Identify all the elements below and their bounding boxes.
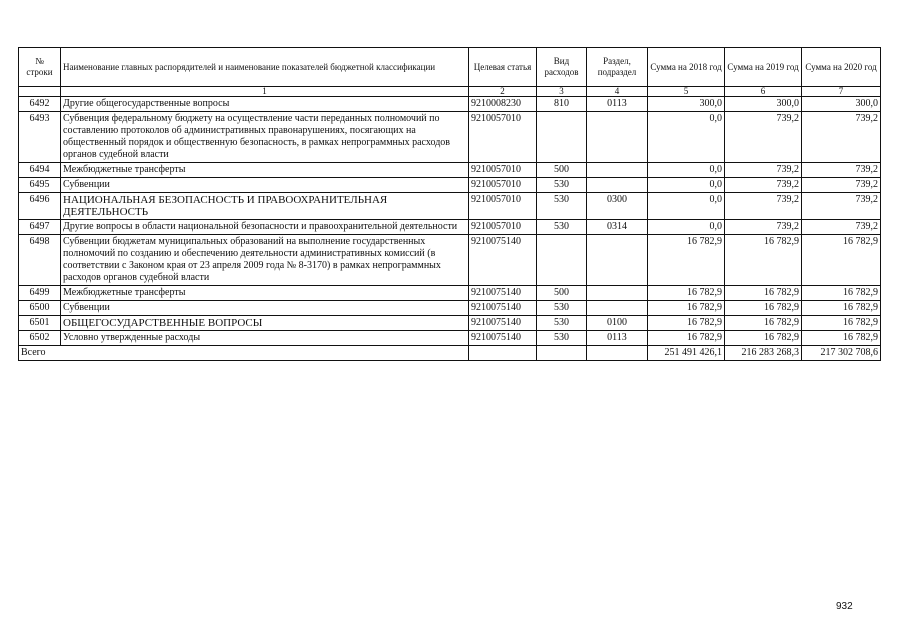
row-expense-type: 530 [537, 316, 587, 331]
row-sum-2019: 739,2 [725, 112, 802, 163]
row-number: 6496 [19, 193, 61, 220]
row-target-article: 9210057010 [469, 112, 537, 163]
row-target-article: 9210075140 [469, 316, 537, 331]
row-target-article: 9210075140 [469, 235, 537, 286]
row-sum-2018: 16 782,9 [648, 286, 725, 301]
header-name: Наименование главных распорядителей и наименование показателей бюджетной классификации [61, 48, 469, 87]
row-sum-2020: 739,2 [802, 163, 881, 178]
row-sum-2020: 16 782,9 [802, 235, 881, 286]
table-row [19, 163, 881, 178]
row-expense-type: 530 [537, 193, 587, 220]
row-sum-2018: 0,0 [648, 220, 725, 235]
row-number: 6495 [19, 178, 61, 193]
row-sum-2018: 16 782,9 [648, 331, 725, 346]
header-row-number: № строки [19, 48, 61, 87]
row-sum-2018: 16 782,9 [648, 301, 725, 316]
row-sum-2019: 739,2 [725, 163, 802, 178]
row-number: 6502 [19, 331, 61, 346]
total-label: Всего [19, 346, 469, 361]
row-number: 6501 [19, 316, 61, 331]
row-sum-2020: 300,0 [802, 97, 881, 112]
budget-table-container [18, 47, 880, 361]
row-expense-type [537, 112, 587, 163]
column-number-empty [19, 87, 61, 97]
row-sum-2018: 16 782,9 [648, 235, 725, 286]
column-number: 4 [587, 87, 648, 97]
table-row [19, 286, 881, 301]
table-row [19, 220, 881, 235]
row-target-article: 9210075140 [469, 301, 537, 316]
row-section [587, 301, 648, 316]
row-section [587, 112, 648, 163]
row-sum-2018: 0,0 [648, 193, 725, 220]
row-sum-2019: 300,0 [725, 97, 802, 112]
row-expense-type: 500 [537, 286, 587, 301]
row-target-article: 9210057010 [469, 178, 537, 193]
column-number: 2 [469, 87, 537, 97]
table-row [19, 316, 881, 331]
row-number: 6493 [19, 112, 61, 163]
row-number: 6500 [19, 301, 61, 316]
row-section [587, 178, 648, 193]
column-number: 5 [648, 87, 725, 97]
row-expense-type: 500 [537, 163, 587, 178]
budget-table [18, 47, 881, 361]
row-sum-2020: 16 782,9 [802, 301, 881, 316]
table-footer [19, 346, 881, 361]
row-sum-2019: 16 782,9 [725, 316, 802, 331]
row-name: Условно утвержденные расходы [61, 331, 469, 346]
row-sum-2019: 739,2 [725, 193, 802, 220]
row-section: 0300 [587, 193, 648, 220]
table-row [19, 112, 881, 163]
row-target-article: 9210008230 [469, 97, 537, 112]
row-sum-2018: 0,0 [648, 178, 725, 193]
table-body [19, 87, 881, 346]
row-expense-type: 530 [537, 331, 587, 346]
column-number: 6 [725, 87, 802, 97]
header-expense-type: Вид расходов [537, 48, 587, 87]
row-section [587, 286, 648, 301]
row-section: 0113 [587, 97, 648, 112]
row-section: 0113 [587, 331, 648, 346]
total-type-empty [537, 346, 587, 361]
row-sum-2018: 300,0 [648, 97, 725, 112]
total-sum-2020: 217 302 708,6 [802, 346, 881, 361]
table-row [19, 331, 881, 346]
row-number: 6494 [19, 163, 61, 178]
header-sum-2020: Сумма на 2020 год [802, 48, 881, 87]
row-sum-2018: 0,0 [648, 112, 725, 163]
row-name: Межбюджетные трансферты [61, 163, 469, 178]
header-sum-2018: Сумма на 2018 год [648, 48, 725, 87]
total-row [19, 346, 881, 361]
column-number: 7 [802, 87, 881, 97]
row-target-article: 9210057010 [469, 193, 537, 220]
column-number-row [19, 87, 881, 97]
row-name: Субвенции [61, 178, 469, 193]
row-sum-2020: 739,2 [802, 178, 881, 193]
total-sum-2018: 251 491 426,1 [648, 346, 725, 361]
row-section [587, 163, 648, 178]
total-target-empty [469, 346, 537, 361]
row-sum-2019: 16 782,9 [725, 235, 802, 286]
row-number: 6497 [19, 220, 61, 235]
row-expense-type: 810 [537, 97, 587, 112]
row-sum-2020: 16 782,9 [802, 286, 881, 301]
row-sum-2020: 739,2 [802, 193, 881, 220]
row-number: 6492 [19, 97, 61, 112]
row-target-article: 9210075140 [469, 331, 537, 346]
column-number: 1 [61, 87, 469, 97]
row-target-article: 9210057010 [469, 220, 537, 235]
row-number: 6499 [19, 286, 61, 301]
row-name: Субвенции [61, 301, 469, 316]
row-target-article: 9210075140 [469, 286, 537, 301]
row-name: Субвенция федеральному бюджету на осуществление части переданных полномочий по составлению протоколов об административных правонарушениях, посягающих на общественный порядок и общественную безопасность, в рамках непрограммных расходов органов судебной власти [61, 112, 469, 163]
row-sum-2020: 16 782,9 [802, 316, 881, 331]
table-header [19, 48, 881, 87]
row-section [587, 235, 648, 286]
row-name: Субвенции бюджетам муниципальных образований на выполнение государственных полномочий по созданию и обеспечению деятельности административных комиссий (в соответствии с Законом края от 23 апреля 2009 года № 8-3170) в рамках непрограммных расходов органов судебной власти [61, 235, 469, 286]
row-sum-2020: 16 782,9 [802, 331, 881, 346]
row-expense-type: 530 [537, 301, 587, 316]
row-sum-2020: 739,2 [802, 112, 881, 163]
row-expense-type [537, 235, 587, 286]
header-sum-2019: Сумма на 2019 год [725, 48, 802, 87]
row-expense-type: 530 [537, 220, 587, 235]
row-sum-2018: 16 782,9 [648, 316, 725, 331]
row-section: 0314 [587, 220, 648, 235]
row-number: 6498 [19, 235, 61, 286]
header-target-article: Целевая статья [469, 48, 537, 87]
row-sum-2019: 739,2 [725, 220, 802, 235]
row-target-article: 9210057010 [469, 163, 537, 178]
row-sum-2018: 0,0 [648, 163, 725, 178]
column-number: 3 [537, 87, 587, 97]
total-section-empty [587, 346, 648, 361]
row-name: Другие вопросы в области национальной безопасности и правоохранительной деятельности [61, 220, 469, 235]
row-sum-2019: 16 782,9 [725, 331, 802, 346]
page-number: 932 [836, 601, 853, 612]
row-sum-2019: 16 782,9 [725, 301, 802, 316]
row-name: Межбюджетные трансферты [61, 286, 469, 301]
header-section: Раздел, подраздел [587, 48, 648, 87]
total-sum-2019: 216 283 268,3 [725, 346, 802, 361]
table-row [19, 178, 881, 193]
table-row [19, 301, 881, 316]
table-row [19, 235, 881, 286]
row-expense-type: 530 [537, 178, 587, 193]
table-row [19, 193, 881, 220]
row-name: ОБЩЕГОСУДАРСТВЕННЫЕ ВОПРОСЫ [61, 316, 469, 331]
row-sum-2020: 739,2 [802, 220, 881, 235]
row-name: НАЦИОНАЛЬНАЯ БЕЗОПАСНОСТЬ И ПРАВООХРАНИТЕЛЬНАЯ ДЕЯТЕЛЬНОСТЬ [61, 193, 469, 220]
row-sum-2019: 16 782,9 [725, 286, 802, 301]
row-section: 0100 [587, 316, 648, 331]
row-sum-2019: 739,2 [725, 178, 802, 193]
row-name: Другие общегосударственные вопросы [61, 97, 469, 112]
table-row [19, 97, 881, 112]
